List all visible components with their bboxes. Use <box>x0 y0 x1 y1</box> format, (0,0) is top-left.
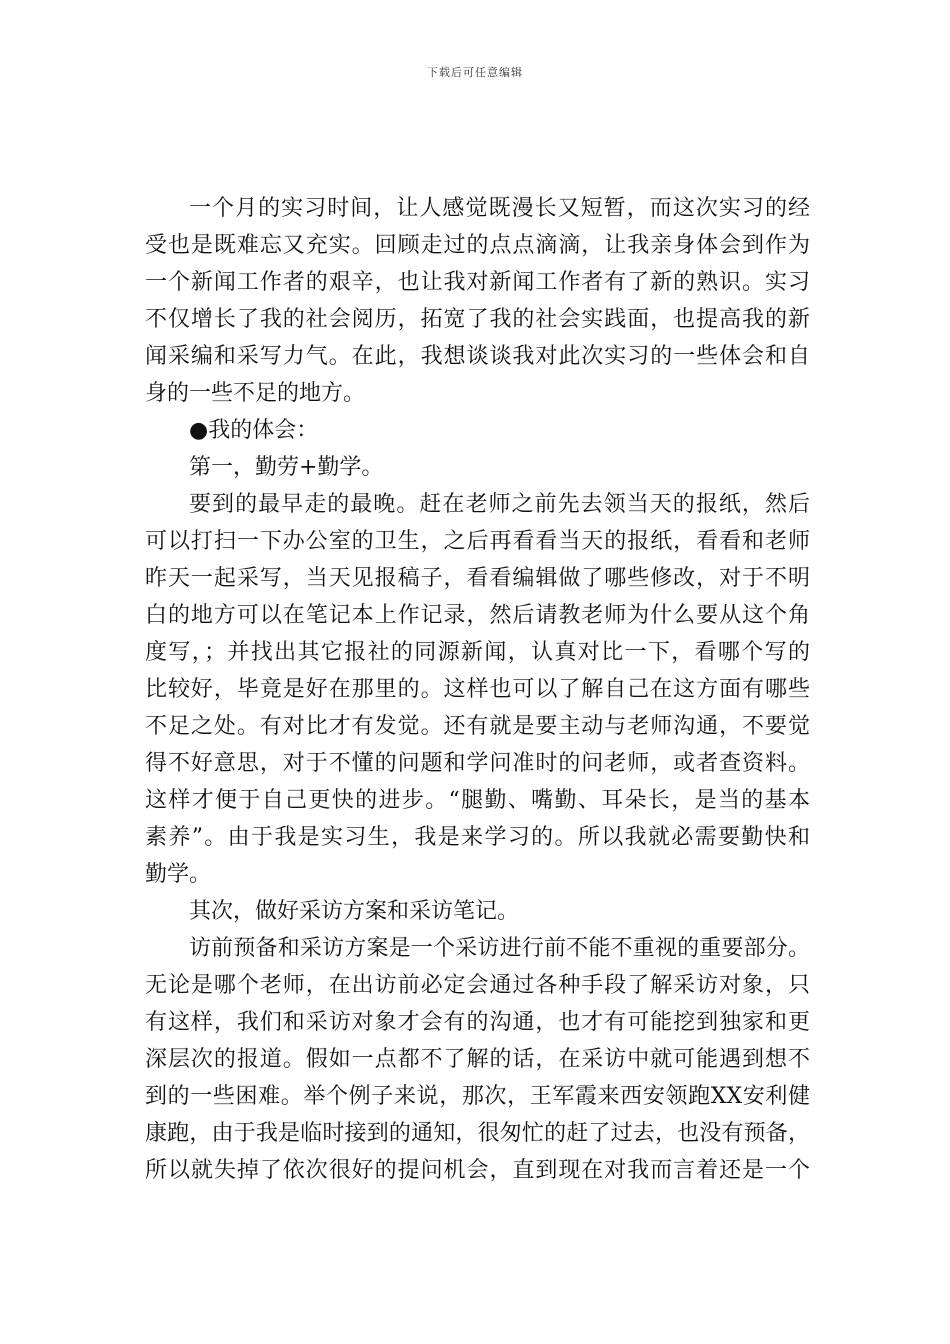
text-line: 深层次的报道。假如一点都不了解的话，在采访中就可能遇到想不 <box>145 1047 810 1072</box>
text-line: 这样才便于自己更快的进步。“腿勤、嘴勤、耳朵长，是当的基本 <box>145 788 810 813</box>
text-line: 闻采编和采写力气。在此，我想谈谈我对此次实习的一些体会和自 <box>145 344 810 369</box>
text-line: 昨天一起采写，当天见报稿子，看看编辑做了哪些修改，对于不明 <box>145 566 810 591</box>
text-line: 受也是既难忘又充实。回顾走过的点点滴滴，让我亲身体会到作为 <box>145 233 810 258</box>
text-line: 不足之处。有对比才有发觉。还有就是要主动与老师沟通，不要觉 <box>145 714 810 739</box>
text-line: 访前预备和采访方案是一个采访进行前不能不重视的重要部分。 <box>189 936 810 961</box>
text-line: 比较好，毕竟是好在那里的。这样也可以了解自己在这方面有哪些 <box>145 677 810 702</box>
text-line: 一个新闻工作者的艰辛，也让我对新闻工作者有了新的熟识。实习 <box>145 270 810 295</box>
text-line: 得不好意思，对于不懂的问题和学问准时的问老师，或者查资料。 <box>145 751 810 776</box>
text-line: 素养”。由于我是实习生，我是来学习的。所以我就必需要勤快和 <box>145 825 810 850</box>
text-line: 身的一些不足的地方。 <box>145 381 366 406</box>
text-line: 一个月的实习时间，让人感觉既漫长又短暂，而这次实习的经 <box>189 196 810 221</box>
text-line: 到的一些困难。举个例子来说，那次，王军霞来西安领跑XX安利健 <box>145 1084 810 1109</box>
text-line: 可以打扫一下办公室的卫生，之后再看看当天的报纸，看看和老师 <box>145 529 810 554</box>
body-text <box>145 190 810 1189</box>
text-line: 不仅增长了我的社会阅历，拓宽了我的社会实践面，也提高我的新 <box>145 307 810 332</box>
text-line: 白的地方可以在笔记本上作记录，然后请教老师为什么要从这个角 <box>145 603 810 628</box>
subsection-heading: 其次，做好采访方案和采访笔记。 <box>189 899 520 924</box>
text-line: 所以就失掉了依次很好的提问机会，直到现在对我而言着还是一个 <box>145 1158 810 1183</box>
page-header: 下载后可任意编辑 <box>427 66 523 79</box>
text-line: 无论是哪个老师，在出访前必定会通过各种手段了解采访对象，只 <box>145 973 810 998</box>
section-heading: ●我的体会： <box>189 418 319 443</box>
text-line: 要到的最早走的最晚。赶在老师之前先去领当天的报纸，然后 <box>189 492 810 517</box>
text-line: 康跑，由于我是临时接到的通知，很匆忙的赶了过去，也没有预备， <box>145 1121 810 1146</box>
text-line: 勤学。 <box>145 862 212 887</box>
text-line: 度写，；并找出其它报社的同源新闻，认真对比一下，看哪个写的 <box>145 640 810 665</box>
document-body <box>145 190 810 1189</box>
subsection-heading: 第一，勤劳+勤学。 <box>189 455 384 480</box>
text-line: 有这样，我们和采访对象才会有的沟通，也才有可能挖到独家和更 <box>145 1010 810 1035</box>
